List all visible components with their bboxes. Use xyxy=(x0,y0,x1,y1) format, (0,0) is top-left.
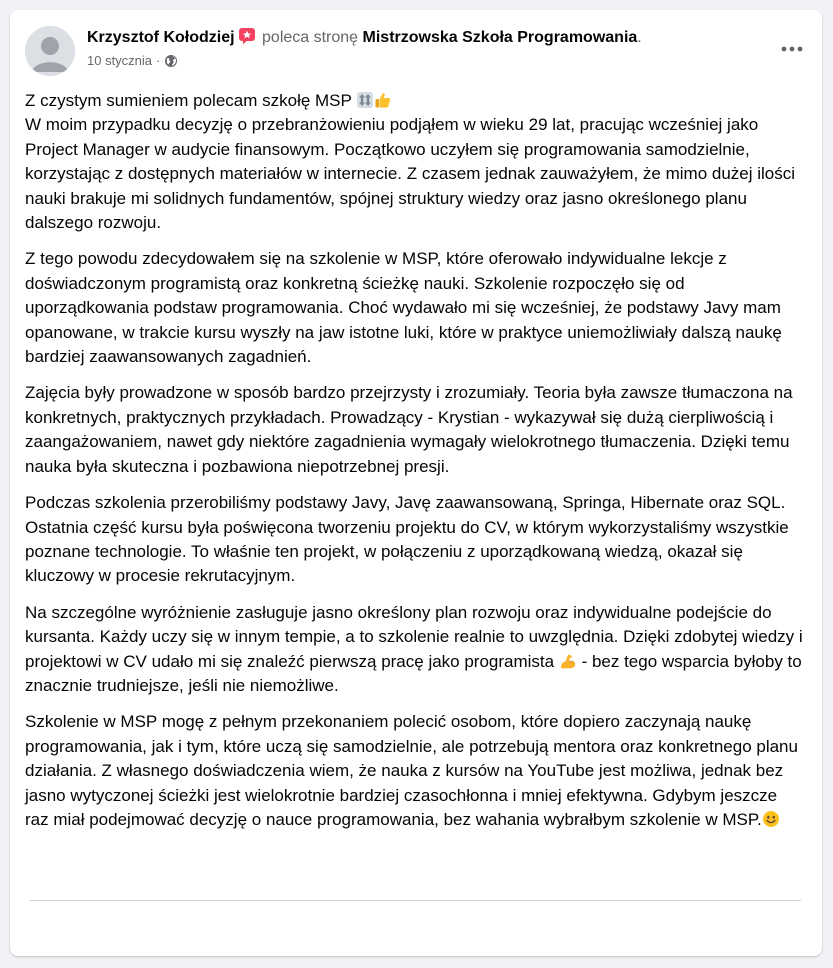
recommendation-badge-icon xyxy=(238,27,256,45)
globe-icon[interactable] xyxy=(164,54,178,68)
post-paragraph-text: - bez tego wsparcia byłoby to znacznie trudniejsze, jeśli nie niemożliwe. xyxy=(25,651,802,695)
post-paragraph: Podczas szkolenia przerobiliśmy podstawy Javy, Javę zaawansowaną, Springa, Hibernate oraz SQL. Ostatnia część kursu była poświęcona tworzeniu projektu do CV, w którym wykorzystaliśmy wszystkie poznane technologie. To właśnie ten projekt, w połączeniu z uporządkowaną wiedzą, okazał się kluczowy w procesie rekrutacyjnym. xyxy=(25,493,789,586)
recommended-page-name[interactable]: Mistrzowska Szkoła Programowania xyxy=(362,29,638,46)
avatar[interactable] xyxy=(25,26,75,76)
post-meta xyxy=(87,27,767,69)
post-divider xyxy=(30,900,801,901)
post-paragraph xyxy=(25,601,805,699)
post-paragraph xyxy=(25,710,805,832)
trailing-dot: . xyxy=(637,29,642,46)
post-timestamp-line xyxy=(87,53,767,69)
post-paragraph xyxy=(25,89,805,235)
post-card xyxy=(10,10,822,956)
post-paragraph-text: W moim przypadku decyzję o przebranżowieniu podjąłem w wieku 29 lat, pracując wcześniej jako Project Manager w audycie finansowym. Początkowo uczyłem się programowania samodzielnie, korzystając z dostępnych materiałów w internecie. Z czasem jednak zauważyłem, że mimo dużej ilości nauki brakuje mi solidnych fundamentów, spójnej struktury wiedzy oraz jasno określonego planu dalszego rozwoju. xyxy=(25,115,796,233)
post-paragraph: Z tego powodu zdecydowałem się na szkolenie w MSP, które oferowało indywidualne lekcje z doświadczonym programistą oraz konkretną ścieżkę nauki. Szkolenie rozpoczęło się od uporządkowania podstaw programowania. Choć wydawało mi się wcześniej, że podstawy Javy mam opanowane, w trakcie kursu wyszły na jaw istotne luki, które w praktyce uniemożliwiały dalszą naukę bardziej zaawansowanych zagadnień. xyxy=(25,249,782,367)
default-avatar-icon xyxy=(25,26,75,76)
thumbs-up-icon xyxy=(374,91,392,109)
post-intro-line: Z czystym sumieniem polecam szkołę MSP xyxy=(25,91,352,110)
post-date[interactable]: 10 stycznia xyxy=(87,53,153,68)
meta-separator: · xyxy=(156,53,161,68)
author-name[interactable]: Krzysztof Kołodziej xyxy=(87,29,235,46)
post-header xyxy=(25,25,810,75)
post-paragraph-text: Szkolenie w MSP mogę z pełnym przekonaniem polecić osobom, które dopiero zaczynają naukę programowania, jak i tym, które uczą się samodzielnie, ale potrzebują mentora oraz konkretnego planu działania. Z własnego doświadczenia wiem, że nauka z kursów na YouTube jest możliwa, jednak bez jasno wytyczonej ścieżki jest wielokrotnie bardziej czasochłonna i mniej efektywna. Gdybym jeszcze raz miał podejmować decyzję o nauce programowania, bez wahania wybrałbym szkolenie w MSP. xyxy=(25,712,798,829)
post-title-line xyxy=(87,27,767,49)
post-body xyxy=(25,89,805,844)
updown-arrows-icon xyxy=(356,91,374,109)
smiley-icon xyxy=(762,810,780,828)
post-paragraph-text: Na szczególne wyróżnienie zasługuje jasno określony plan rozwoju oraz indywidualne podejście do kursanta. Każdy uczy się w innym tempie, a to szkolenie realnie to uwzględnia. Dzięki zdobytej wiedzy i projektowi w CV udało mi się znaleźć pierwszą pracę jako programista xyxy=(25,602,803,671)
more-options-button[interactable] xyxy=(774,31,810,67)
recommend-action-text: poleca stronę xyxy=(262,29,359,46)
post-paragraph: Zajęcia były prowadzone w sposób bardzo przejrzysty i zrozumiały. Teoria była zawsze tłumaczona na konkretnych, praktycznych przykładach. Prowadzący - Krystian - wykazywał się dużą cierpliwością i zaangażowaniem, nawet gdy niektóre zagadnienia wymagały wielokrotnego tłumaczenia. Dzięki temu nauka była skuteczna i pozbawiona niepotrzebnej presji. xyxy=(25,383,793,476)
more-options-icon xyxy=(781,46,803,52)
flexed-biceps-icon xyxy=(559,652,577,670)
